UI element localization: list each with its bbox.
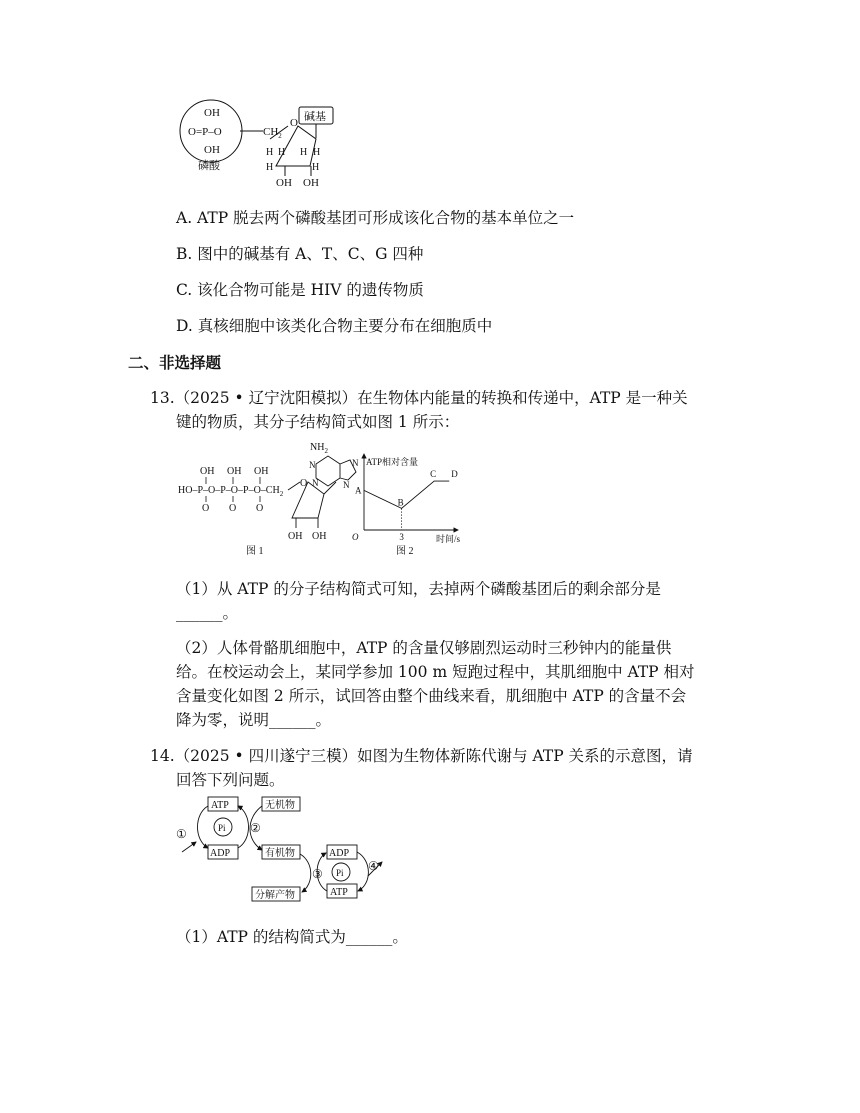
ribose-h3: H [300,147,308,158]
point-label-b: B [397,497,404,508]
x-axis-label: 时间/s [436,534,461,544]
base-label: 碱基 [304,111,326,123]
step-4: ④ [368,859,379,873]
step-2: ② [250,821,261,835]
ribose-oh-2: OH [303,177,319,189]
ring-oxygen: O [290,117,298,129]
atp-o-2: O [229,503,237,514]
q13-sub2-line-2: 给。在校运动会上，某同学参加 100 m 短跑过程中，其肌细胞中 ATP 相对 [176,663,695,681]
atp-ribose-oh-1: OH [288,531,303,542]
organic-to-products-arc [300,854,311,892]
pi-label-right: Pi [336,868,344,878]
q14-line-1: 14.（2025 • 四川遂宁三模）如图为生物体新陈代谢与 ATP 关系的示意图，请 [150,747,693,765]
nucleotide-structure-figure [170,98,340,198]
y-axis-label: ATP相对含量 [366,457,419,467]
adenine-n4: N [343,480,350,490]
atp-ribose-oh-2: OH [312,531,327,542]
nh2-label: $NH_2$ [310,442,328,455]
ribose-oh-1: OH [276,177,292,189]
atp-o-3: O [256,503,264,514]
option-a: A. ATP 脱去两个磷酸基团可形成该化合物的基本单位之一 [176,209,575,227]
ribose-h6: H [312,162,320,173]
phosphate-oh-bottom: OH [204,144,220,156]
atp-oh-1: OH [200,466,215,477]
organic-label: 有机物 [265,848,295,859]
q13-sub2-line-1: （2）人体骨骼肌细胞中，ATP 的含量仅够剧烈运动时三秒钟内的能量供 [176,639,672,657]
cycle-arc-right [238,806,249,848]
atp-ring-oxygen: O [300,478,308,489]
atp-cycle-diagram [174,796,388,906]
cycle-arc-left [198,806,209,848]
step-3: ③ [312,867,323,881]
ch2-label: $CH_2$ [263,126,282,140]
ribose-h1: H [266,147,274,158]
adenine-n3: N [352,458,359,468]
section-title: 二、非选择题 [128,354,222,372]
origin-label: O [352,532,359,542]
q13-sub1-line-1: （1）从 ATP 的分子结构简式可知，去掉两个磷酸基团后的剩余部分是 [176,580,661,598]
ribose-h2: H [278,147,286,158]
products-label: 分解产物 [255,890,295,901]
phosphate-label: 磷酸 [198,160,220,172]
point-label-d: D [451,469,458,480]
q13-sub2-line-3: 含量变化如图 2 所示，试回答由整个曲线来看，肌细胞中 ATP 的含量不会 [176,687,687,705]
option-b: B. 图中的碱基有 A、T、C、G 四种 [176,245,424,263]
q13-sub2-line-4: 降为零，说明______。 [176,711,332,729]
atp-structure-figure [176,440,366,558]
q14-line-2: 回答下列问题。 [176,771,285,789]
adenine-n1: N [309,460,316,470]
point-label-c: C [430,469,437,480]
option-c: C. 该化合物可能是 HIV 的遗传物质 [176,281,424,299]
option-d: D. 真核细胞中该类化合物主要分布在细胞质中 [176,317,493,335]
phosphate-core: O=P–O [188,126,222,138]
atp-chain: $HO-P-O-P-O-P-O-CH_2$ [178,485,284,498]
phosphate-oh-top: OH [204,107,220,119]
cycle-arc-right-2 [357,852,368,891]
adp-label-right: ADP [329,848,350,859]
q14-sub1: （1）ATP 的结构简式为______。 [176,928,408,946]
point-label-a: A [355,485,362,496]
inorganic-label: 无机物 [265,800,295,811]
energy-in-arrow [182,842,196,852]
ribose-h5: H [266,162,274,173]
atp-label-top: ATP [211,800,229,811]
q13-sub1-line-2: ______。 [176,604,239,622]
atp-series-line [364,481,449,508]
figure-2-caption: 图 2 [396,546,414,557]
pi-label-left: Pi [218,823,226,833]
step-1: ① [176,827,187,841]
figure-1-caption: 图 1 [246,546,264,557]
adenine-n2: N [312,478,319,488]
atp-oh-2: OH [227,466,242,477]
atp-label-right: ATP [330,887,348,898]
atp-oh-3: OH [254,466,269,477]
q13-line-1: 13.（2025 • 辽宁沈阳模拟）在生物体内能量的转换和传递中，ATP 是一种关 [150,389,688,407]
atp-o-1: O [202,503,210,514]
x-tick-label: 3 [399,532,404,542]
atp-content-chart [346,450,466,560]
ribose-h4: H [313,147,321,158]
adp-label-left: ADP [210,848,231,859]
adenine-link [324,482,336,494]
q13-line-2: 键的物质，其分子结构简式如图 1 所示： [176,413,460,431]
